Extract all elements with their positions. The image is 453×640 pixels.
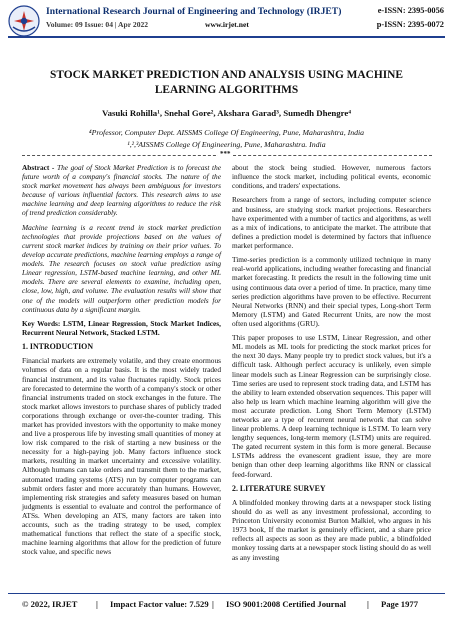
right-column <box>232 163 431 567</box>
footer-rule <box>8 593 445 594</box>
right-paragraph-2: Researchers from a range of sectors, including computer science and business, are studying stock market projections. Researchers have experimented with a number of tactics and algorithms, as well as a mix of indications, to anticipate the market. The attribute that defines a prediction model is determined by factors that influence market performance. <box>232 195 431 250</box>
keywords: Key Words: LSTM, Linear Regression, Stock Market Indices, Recurrent Neural Network, Stacked LSTM. <box>22 318 221 337</box>
literature-survey-heading: 2. LITERATURE SURVEY <box>232 483 326 493</box>
right-paragraph-3: Time-series prediction is a commonly utilized technique in many real-world applications, including weather forecasting and financial market forecasting. It predicts the result in the following time unit using continuous data over a period of time. In practice, many time series prediction algorithms have proven to be effective. Recurrent Neural Networks (RNN) and their special types, Long-short Term Memory (LSTM) and Gated Recurrent Units, are now the most often used algorithms (GRU). <box>232 255 431 328</box>
e-issn: e-ISSN: 2395-0056 <box>377 6 444 15</box>
journal-header <box>0 0 453 44</box>
header-rule <box>8 36 445 38</box>
divider-mark: *** <box>220 150 231 158</box>
journal-website-link[interactable]: www.irjet.net <box>205 20 249 29</box>
footer-separator: | <box>367 599 369 609</box>
affiliation-1: ⁴Professor, Computer Dept. AISSMS College Of Engineering, Pune, Maharashtra, India <box>88 128 365 137</box>
footer-copyright: © 2022, IRJET <box>22 599 78 609</box>
abstract-paragraph-2: Machine learning is a recent trend in stock market prediction technologies that provide projections based on the values of current stock market indices by training on their prior values. To develop accurate predictions, machine learning employs a range of models. The research focuses on stock value prediction using Linear regression, LSTM-based machine learning, and other ML models. There are several elements to examine, including open, close, low, high, and volume. The evaluation results will show that one of the models will outperform other prediction models for continuous data by a significant margin. <box>22 222 221 314</box>
footer-separator: | <box>212 599 214 609</box>
affiliation-2: ¹,²,³AISSMS College Of Engineering, Pune, Maharashtra. India <box>127 140 326 149</box>
left-column <box>22 163 221 562</box>
abstract-label: Abstract - <box>22 163 55 172</box>
journal-name: International Research Journal of Engineering and Technology (IRJET) <box>46 6 342 17</box>
volume-issue: Volume: 09 Issue: 04 | Apr 2022 <box>46 20 149 29</box>
introduction-heading: 1. INTRODUCTION <box>22 342 94 352</box>
abstract-paragraph-1 <box>22 163 221 218</box>
footer-separator: | <box>96 599 98 609</box>
footer-impact-factor: Impact Factor value: 7.529 <box>110 599 209 609</box>
footer-iso: ISO 9001:2008 Certified Journal <box>226 599 347 609</box>
paper-title: STOCK MARKET PREDICTION AND ANALYSIS USING MACHINE LEARNING ALGORITHMS <box>50 69 403 96</box>
irjet-logo-icon <box>8 5 40 37</box>
p-issn: p-ISSN: 2395-0072 <box>376 20 444 29</box>
right-paragraph-1: about the stock being studied. However, numerous factors influence the stock market, including political events, economic conditions, and traders' expectations. <box>232 163 431 191</box>
literature-paragraph-1: A blindfolded monkey throwing darts at a newspaper stock listing should do as well as any investment professional, according to Princeton University economist Burton Malkiel, who argues in his 1973 book, If the market is genuinely efficient, and a share price reflects all aspects as soon as they are made public, a blindfolded monkey tossing darts at a newspaper stock listing should do as well as any investing <box>232 497 431 562</box>
paper-authors: Vasuki Rohilla¹, Snehal Gore², Akshara Garad³, Sumedh Dhengre⁴ <box>102 108 351 118</box>
right-paragraph-4: This paper proposes to use LSTM, Linear Regression, and other ML models as ML tools for predicting the stock market prices for the next 30 days. Many people try to predict stock values, but it's a difficult task. Although perfect accuracy is unlikely, even simple linear models such as Linear Regression can be surprisingly close. Time series are used to represent stock trading data, and LSTM has the ability to learn extended observation sequences. This paper will also help us learn which machine learning algorithm will give the most accurate prediction. Long Short Term Memory (LSTM) networks are a type of recurrent neural network that can solve linear problems. A deep learning technique is LSTM. To learn very lengthy sequences, long-term memory (LSTM) units are required. The gated recurrent system in this form is more general. Because LSTMs address the evanescent gradient issue, they are more benign than other deep learning algorithms like RNN or classical feed-forward. <box>232 333 431 479</box>
footer-page-number: Page 1977 <box>381 599 418 609</box>
introduction-paragraph-1: Financial markets are extremely volatile, and they create enormous volumes of data on a regular basis. It is the most widely traded financial instrument, and its value fluctuates rapidly. Stock prices are forecasted to determine the worth of a company's stock or other financial instruments traded on stock exchanges in the future. The stock market allows investors to purchase shares of publicly traded corporations through exchange or over-the-counter trading. This market has provided investors with the opportunity to make money and live a prosperous life by investing small quantities of money at low risk compared to the risk of starting a new business or the necessity for a high-paying job. Many factors influence stock markets, resulting in market uncertainty and excessive volatility. Although humans can take orders and transmit them to the market, automated trading systems (ATS) run by computer programs can submit orders faster and more accurately than humans. However, implementing risk strategies and safety measures based on human judgments is essential to evaluate and control the performance of ATSs. When developing an ATS, many factors are taken into accounts, such as the trading strategy to be used, complex mathematical functions that reflect the state of a specific stock, machine learning algorithms that allow for the prediction of future stock value, and specific news <box>22 356 221 557</box>
abstract-text-1: The goal of Stock Market Prediction is to forecast the future worth of a company's financial stocks. The nature of the stock market movement has always been ambiguous for investors because of various influential factors. This research aims to use machine learning and deep learning algorithms to reduce the risk of trend prediction considerably. <box>22 163 222 218</box>
